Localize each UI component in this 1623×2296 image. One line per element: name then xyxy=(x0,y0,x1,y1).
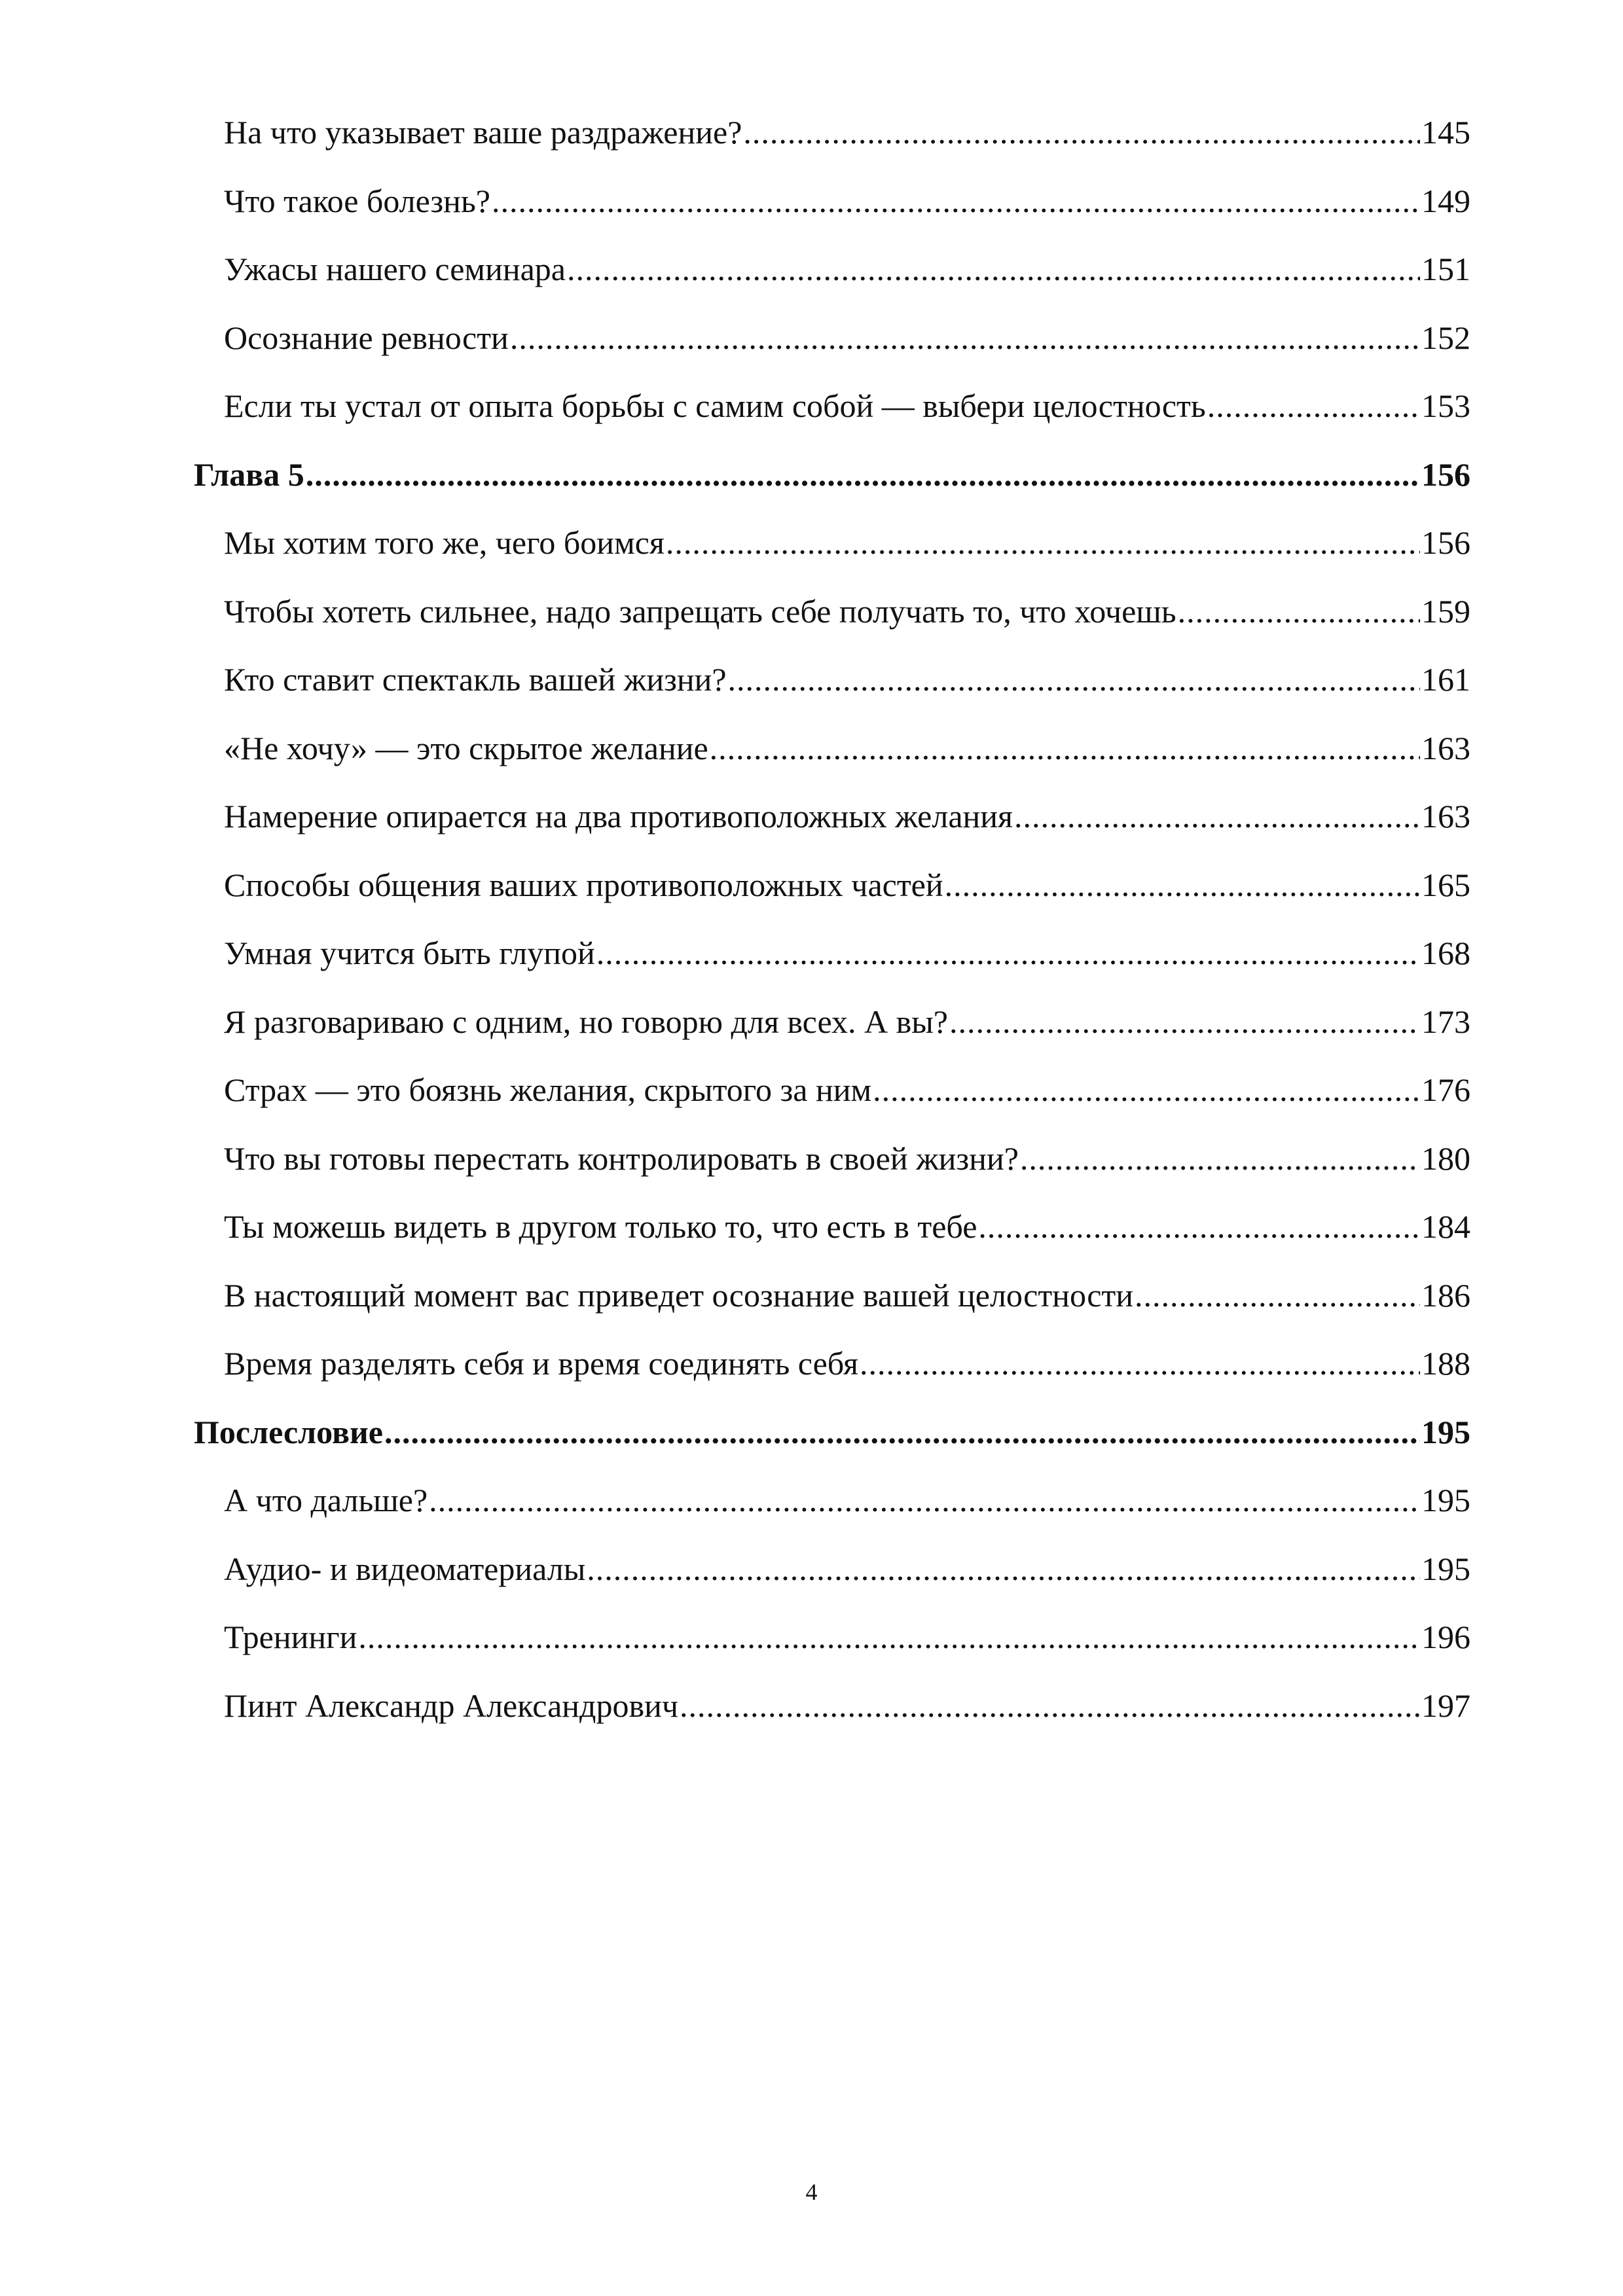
toc-entry-page: 173 xyxy=(1421,1003,1470,1040)
toc-dot-leader xyxy=(358,1603,1420,1672)
toc-entry[interactable] xyxy=(194,577,1470,646)
toc-entry-title: Тренинги xyxy=(224,1619,357,1655)
toc-entry[interactable] xyxy=(194,919,1470,988)
toc-entry-page: 184 xyxy=(1421,1208,1470,1245)
toc-dot-leader xyxy=(978,1193,1420,1261)
toc-entry[interactable] xyxy=(194,167,1470,236)
toc-entry-page: 149 xyxy=(1421,182,1470,219)
toc-chapter-title: Глава 5 xyxy=(194,456,304,493)
toc-entry-page: 153 xyxy=(1421,387,1470,424)
toc-entry-title: Страх — это боязнь желания, скрытого за ним xyxy=(224,1071,872,1108)
page-number: 4 xyxy=(805,2179,818,2205)
toc-dot-leader xyxy=(666,509,1420,577)
toc-entry-page: 165 xyxy=(1421,866,1470,903)
toc-entry[interactable] xyxy=(194,1329,1470,1398)
toc-entry[interactable] xyxy=(194,1466,1470,1535)
toc-entry-page: 186 xyxy=(1421,1276,1470,1314)
toc-entry-page: 156 xyxy=(1421,524,1470,561)
toc-entry[interactable] xyxy=(194,1672,1470,1740)
table-of-contents xyxy=(194,98,1470,1740)
toc-dot-leader xyxy=(429,1466,1420,1535)
toc-entry[interactable] xyxy=(194,1193,1470,1261)
toc-entry[interactable] xyxy=(194,509,1470,577)
toc-entry[interactable] xyxy=(194,98,1470,167)
toc-dot-leader xyxy=(710,714,1420,783)
toc-dot-leader xyxy=(384,1398,1420,1467)
toc-entry-title: Если ты устал от опыта борьбы с самим собой — выбери целостность xyxy=(224,387,1206,424)
toc-dot-leader xyxy=(587,1535,1420,1604)
toc-entry-page: 151 xyxy=(1421,251,1470,287)
toc-dot-leader xyxy=(1135,1261,1420,1330)
toc-chapter-title: Послесловие xyxy=(194,1413,383,1450)
toc-chapter-entry[interactable] xyxy=(194,1398,1470,1467)
toc-entry-title: Кто ставит спектакль вашей жизни? xyxy=(224,661,727,698)
toc-entry-title: А что дальше? xyxy=(224,1482,428,1518)
toc-entry-page: 145 xyxy=(1421,114,1470,151)
toc-dot-leader xyxy=(1014,782,1420,851)
toc-entry-title: В настоящий момент вас приведет осознание вашей целостности xyxy=(224,1276,1133,1314)
toc-entry[interactable] xyxy=(194,1056,1470,1124)
toc-entry[interactable] xyxy=(194,235,1470,304)
toc-dot-leader xyxy=(743,98,1420,167)
toc-entry[interactable] xyxy=(194,304,1470,372)
toc-chapter-page: 156 xyxy=(1421,456,1470,493)
toc-entry-page: 161 xyxy=(1421,661,1470,698)
toc-entry-title: Что вы готовы перестать контролировать в своей жизни? xyxy=(224,1139,1019,1177)
toc-chapter-entry[interactable] xyxy=(194,440,1470,509)
toc-entry[interactable] xyxy=(194,1603,1470,1672)
toc-entry-title: Умная учится быть глупой xyxy=(224,935,595,971)
toc-entry[interactable] xyxy=(194,1261,1470,1330)
toc-dot-leader xyxy=(728,645,1420,714)
toc-entry[interactable] xyxy=(194,645,1470,714)
toc-dot-leader xyxy=(945,851,1420,920)
toc-entry[interactable] xyxy=(194,714,1470,783)
toc-entry-page: 152 xyxy=(1421,319,1470,356)
toc-entry-title: Способы общения ваших противоположных частей xyxy=(224,866,943,903)
toc-entry-title: На что указывает ваше раздражение? xyxy=(224,114,742,151)
toc-dot-leader xyxy=(306,440,1420,509)
toc-dot-leader xyxy=(680,1672,1420,1740)
toc-entry-page: 188 xyxy=(1421,1345,1470,1382)
toc-dot-leader xyxy=(873,1056,1420,1124)
toc-entry-page: 196 xyxy=(1421,1619,1470,1655)
toc-entry-page: 163 xyxy=(1421,729,1470,766)
toc-entry-page: 163 xyxy=(1421,798,1470,834)
toc-entry-page: 168 xyxy=(1421,935,1470,971)
toc-entry-title: «Не хочу» — это скрытое желание xyxy=(224,729,708,766)
toc-entry-page: 197 xyxy=(1421,1687,1470,1724)
toc-entry-title: Я разговариваю с одним, но говорю для всех. А вы? xyxy=(224,1003,948,1040)
toc-entry[interactable] xyxy=(194,782,1470,851)
toc-entry-title: Чтобы хотеть сильнее, надо запрещать себе получать то, что хочешь xyxy=(224,592,1176,630)
toc-entry-title: Осознание ревности xyxy=(224,319,509,356)
toc-entry[interactable] xyxy=(194,988,1470,1056)
toc-entry-page: 180 xyxy=(1421,1139,1470,1177)
toc-entry-title: Аудио- и видеоматериалы xyxy=(224,1550,586,1587)
toc-entry-page: 176 xyxy=(1421,1071,1470,1108)
toc-dot-leader xyxy=(510,304,1420,372)
toc-entry[interactable] xyxy=(194,1124,1470,1193)
toc-entry[interactable] xyxy=(194,1535,1470,1604)
toc-entry-title: Ужасы нашего семинара xyxy=(224,251,566,287)
toc-entry-title: Намерение опирается на два противоположных желания xyxy=(224,798,1013,834)
toc-dot-leader xyxy=(860,1329,1420,1398)
toc-entry-page: 195 xyxy=(1421,1550,1470,1587)
toc-entry[interactable] xyxy=(194,372,1470,440)
toc-dot-leader xyxy=(949,988,1420,1056)
toc-dot-leader xyxy=(596,919,1420,988)
toc-dot-leader xyxy=(1207,372,1420,440)
toc-chapter-page: 195 xyxy=(1421,1413,1470,1450)
toc-dot-leader xyxy=(1020,1124,1420,1193)
toc-entry-title: Что такое болезнь? xyxy=(224,182,490,219)
toc-dot-leader xyxy=(492,167,1420,236)
toc-entry-title: Время разделять себя и время соединять себя xyxy=(224,1345,858,1382)
toc-entry-title: Мы хотим того же, чего боимся xyxy=(224,524,665,561)
toc-entry-page: 195 xyxy=(1421,1482,1470,1518)
toc-entry[interactable] xyxy=(194,851,1470,920)
toc-entry-title: Ты можешь видеть в другом только то, что есть в тебе xyxy=(224,1208,977,1245)
toc-entry-page: 159 xyxy=(1421,592,1470,630)
toc-dot-leader xyxy=(567,235,1420,304)
toc-dot-leader xyxy=(1178,577,1420,646)
toc-entry-title: Пинт Александр Александрович xyxy=(224,1687,678,1724)
